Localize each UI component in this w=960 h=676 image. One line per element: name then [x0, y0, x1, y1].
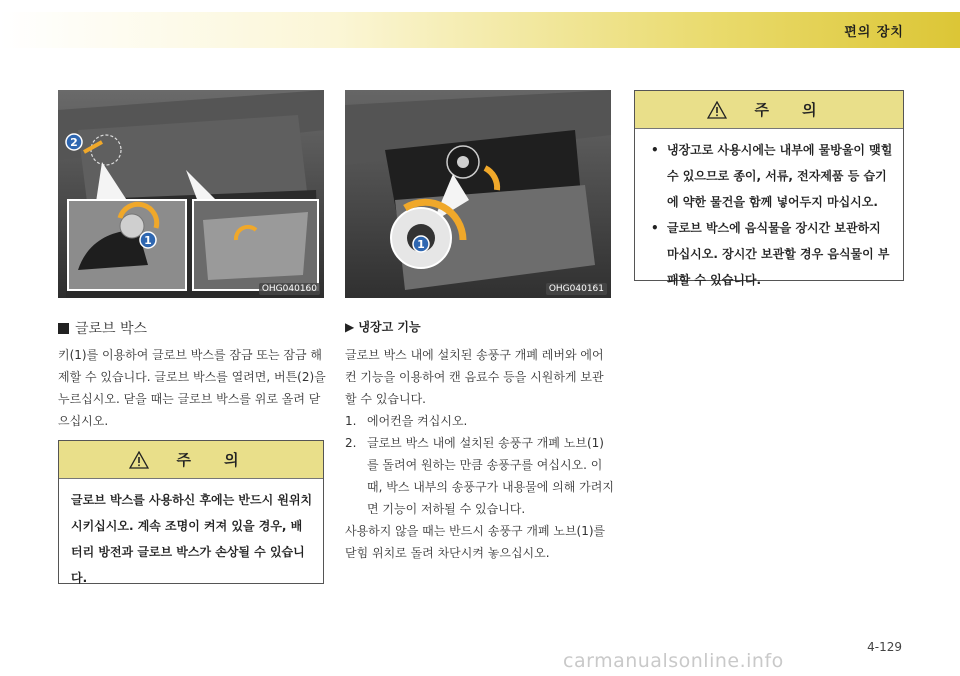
cooler-outro: 사용하지 않을 때는 반드시 송풍구 개폐 노브(1)를 닫힘 위치로 돌려 차단시켜 놓으십시오. — [345, 524, 606, 560]
svg-text:1: 1 — [144, 234, 152, 247]
caution-header-right — [635, 91, 903, 129]
cooler-step-1 — [345, 410, 615, 432]
warning-triangle-icon — [707, 101, 727, 119]
caution-box-left — [58, 440, 324, 584]
svg-text:1: 1 — [417, 238, 425, 251]
step-number: 1. — [345, 414, 357, 428]
callout-1-badge — [140, 232, 156, 248]
cooler-photo — [345, 90, 611, 298]
svg-text:2: 2 — [70, 136, 78, 149]
caution-item: • 글로브 박스에 음식물을 장시간 보관하지 마십시오. 장시간 보관할 경우 음식물이 부패할 수 있습니다. — [645, 215, 895, 293]
caution-title-right: 주 의 — [754, 101, 831, 119]
callout-1-badge-mid — [413, 236, 429, 252]
caution-list-right — [645, 137, 895, 293]
caution-title-left: 주 의 — [176, 451, 253, 469]
callout-2-badge — [66, 134, 82, 150]
glovebox-paragraph: 키(1)를 이용하여 글로브 박스를 잠금 또는 잠금 해제할 수 있습니다. 글로브 박스를 열려면, 버튼(2)을 누르십시오. 닫을 때는 글로브 박스를 위로 올려 닫으십시오. — [58, 348, 326, 428]
step-text: 에어컨을 켜십시오. — [367, 414, 468, 428]
cooler-heading: ▶ 냉장고 기능 — [345, 320, 421, 334]
photo-code-mid: OHG040161 — [546, 283, 607, 295]
step-number: 2. — [345, 436, 357, 450]
step-text: 글로브 박스 내에 설치된 송풍구 개폐 노브(1)를 돌려여 원하는 만큼 송풍구를 여십시오. 이때, 박스 내부의 송풍구가 내용물에 의해 가려지면 기능이 저하될 수 있습니다. — [367, 436, 614, 516]
cooler-step-2 — [345, 432, 615, 520]
caution-text-left: 글로브 박스를 사용하신 후에는 반드시 원위치 시키십시오. 계속 조명이 켜져 있을 경우, 배터리 방전과 글로브 박스가 손상될 수 있습니다. — [71, 493, 313, 585]
cooler-intro: 글로브 박스 내에 설치된 송풍구 개폐 레버와 에어컨 기능을 이용하여 캔 음료수 등을 시원하게 보관할 수 있습니다. — [345, 348, 604, 406]
caution-header-left — [59, 441, 323, 479]
photo-code-left: OHG040160 — [259, 283, 320, 295]
glovebox-heading — [58, 318, 147, 338]
header-band — [0, 12, 960, 48]
caution-box-right — [634, 90, 904, 287]
warning-triangle-icon — [129, 451, 149, 469]
page-number: 4-129 — [867, 640, 902, 654]
section-header-title: 편의 장치 — [844, 25, 904, 40]
heading-square-icon — [58, 323, 69, 334]
glovebox-photo — [58, 90, 324, 298]
caution-item: • 냉장고로 사용시에는 내부에 물방울이 맺힐 수 있으므로 종이, 서류, 전자제품 등 습기에 약한 물건을 함께 넣어두지 마십시오. — [645, 137, 895, 215]
watermark: carmanualsonline.info — [563, 650, 784, 672]
glovebox-heading-text: 글로브 박스 — [75, 321, 148, 337]
